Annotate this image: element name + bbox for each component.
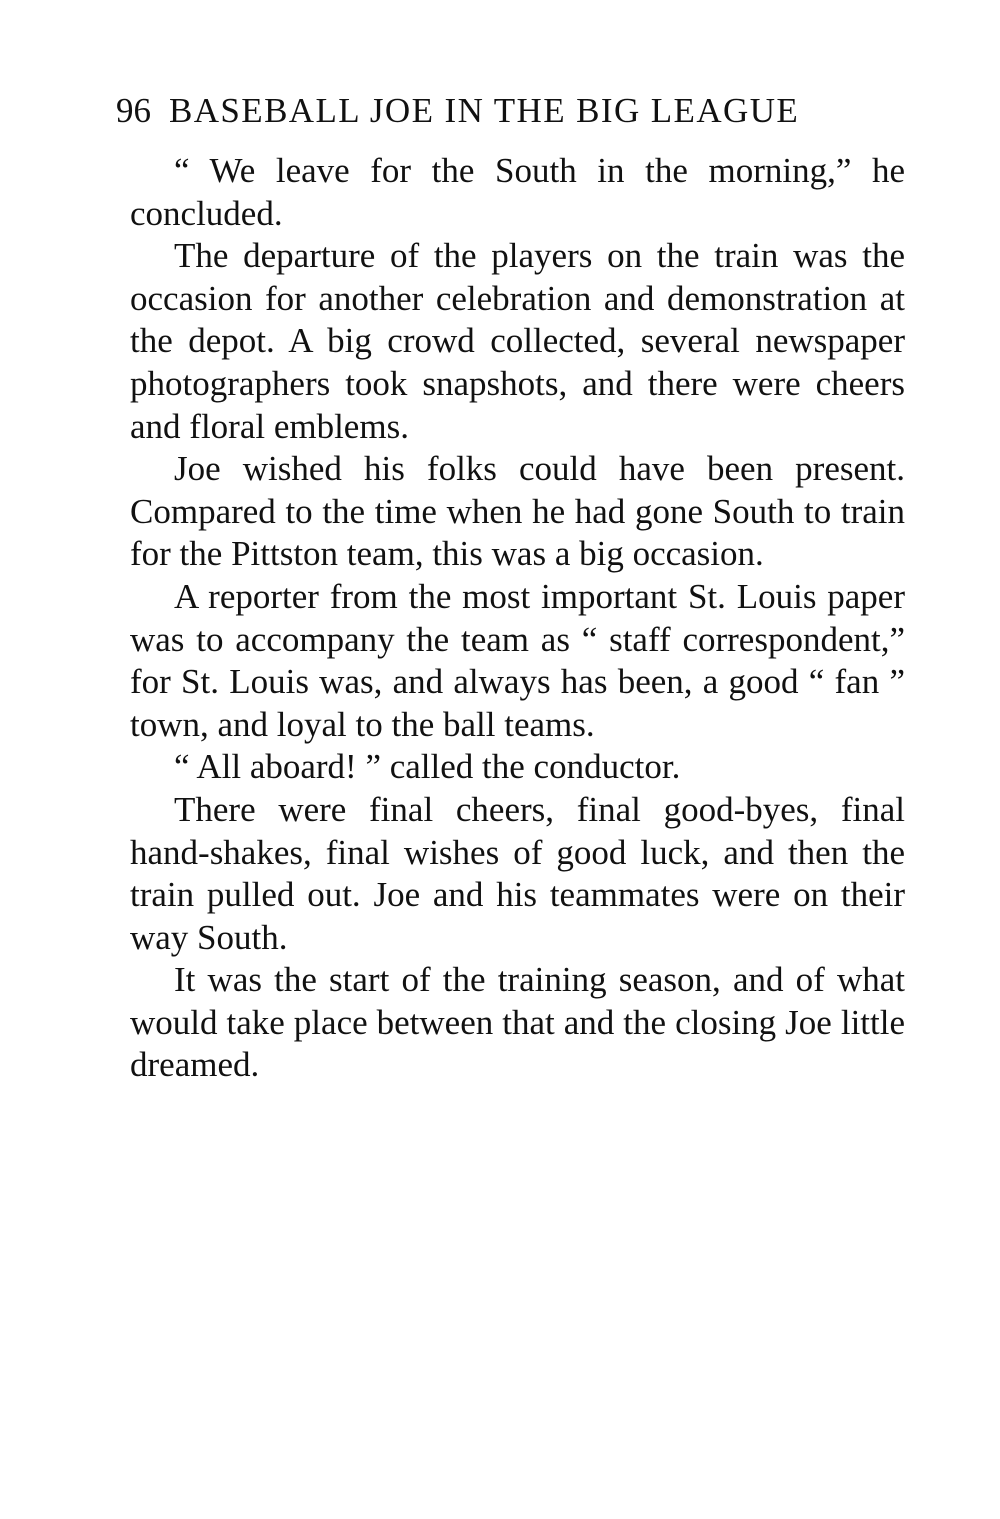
paragraph: “ We leave for the South in the morning,” he concluded. (130, 151, 905, 233)
running-header (116, 90, 905, 136)
running-title: BASEBALL JOE IN THE BIG LEAGUE (169, 91, 800, 130)
book-page (116, 90, 905, 1087)
paragraph: A reporter from the most important St. Louis paper was to accompany the team as “ staff correspondent,” for St. Louis was, and always has been, a good “ fan ” town, and loyal to the ball teams. (130, 576, 905, 744)
paragraph: Joe wished his folks could have been present. Compared to the time when he had gone South to train for the Pittston team, this was a big occasion. (130, 449, 905, 574)
body-text (130, 150, 905, 1087)
page-number: 96 (116, 91, 151, 130)
paragraph: “ All aboard! ” called the conductor. (174, 747, 681, 787)
paragraph: There were final cheers, final good-byes, final hand-shakes, final wishes of good luck, and then the train pulled out. Joe and his teammates were on their way South. (130, 789, 905, 957)
paragraph: The departure of the players on the train was the occasion for another celebration and demonstration at the depot. A big crowd collected, several newspaper photographers took snapshots, and there were cheers and floral emblems. (130, 236, 905, 446)
paragraph: It was the start of the training season, and of what would take place between that and the closing Joe little dreamed. (130, 960, 905, 1085)
